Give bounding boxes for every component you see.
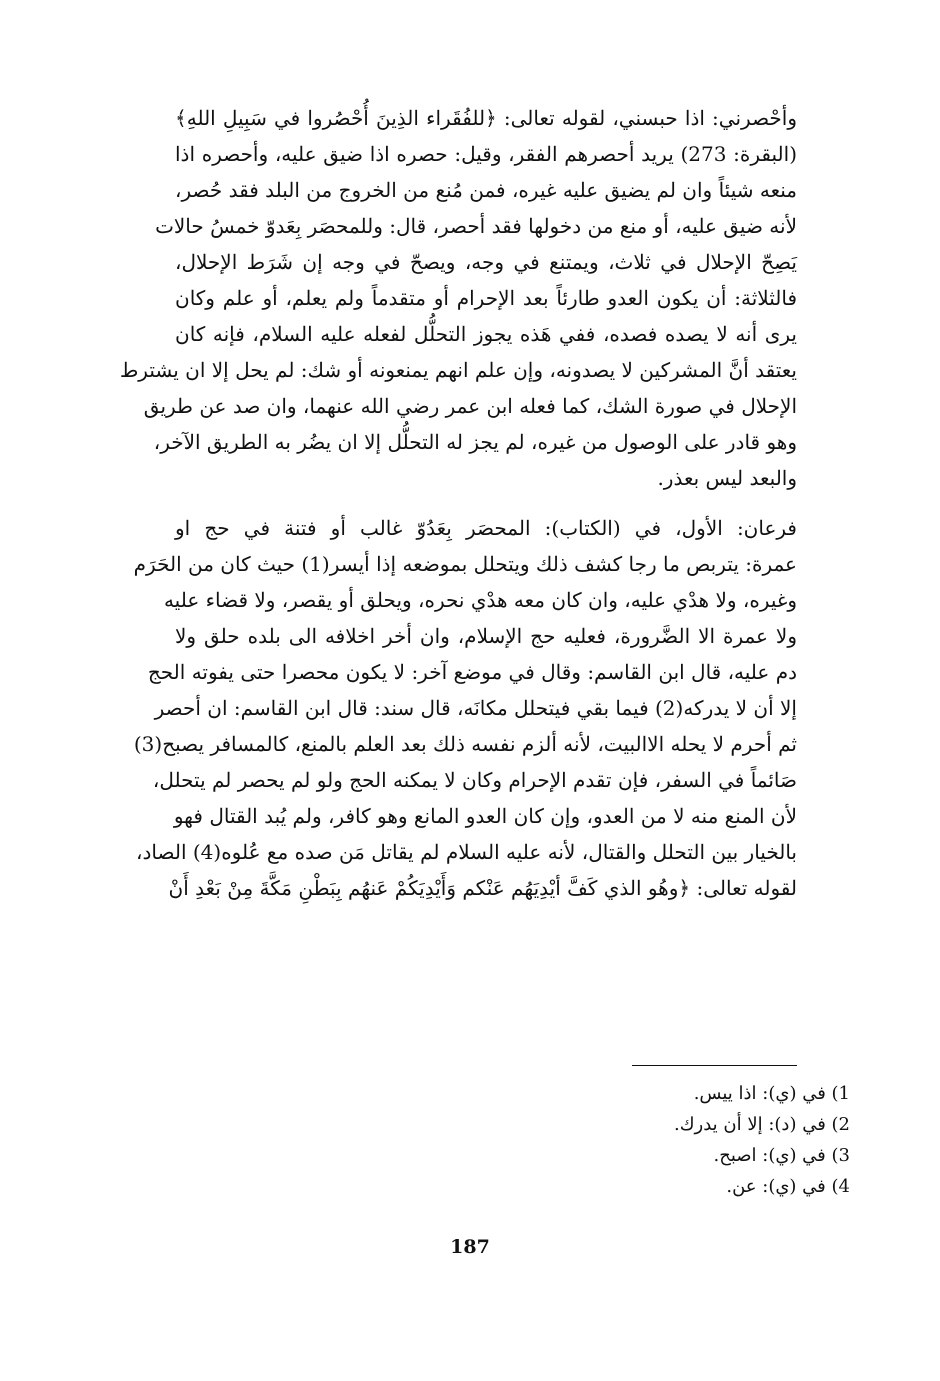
text-line: فرعان: الأول، في (الكتاب): المحصَر بِعَدُوّ غالب أو فتنة في حج او — [175, 516, 797, 540]
text-line: عمرة: يتربص ما رجا كشف ذلك ويتحلل بموضعه إذا أيسر(1) حيث كان من الحَرَم — [133, 552, 797, 576]
text-line: يرى أنه لا يصده فصده، ففي هَذه يجوز التحلُّل لفعله عليه السلام، فإنه كان — [175, 322, 797, 346]
text-line: ثم أحرم لا يحله الاالبيت، لأنه ألزم نفسه ذلك بعد العلم بالمنع، كالمسافر يصبح(3) — [133, 732, 797, 756]
text-line: والبعد ليس بعذر. — [657, 466, 797, 490]
footnote: 2) في (د): إلا أن يدرك. — [673, 1114, 850, 1135]
text-line: لقوله تعالى: ﴿وهُو الذي كَفَّ أيْدِيَهُم عَنْكم وَأَيْدِيَكُمْ عَنهُم بِبَطْنِ مَكَّةَ مِنْ بَعْدِ أَنْ — [168, 876, 797, 900]
text-line: بالخيار بين التحلل والقتال، لأنه عليه السلام لم يقاتل مَن صده مع عُلوه(4) الصاد، — [136, 840, 797, 864]
text-line: يعتقد أنَّ المشركين لا يصدونه، وإن علم انهم يمنعونه أو شك: لم يحل إلا ان يشترط — [119, 358, 797, 382]
footnote: 1) في (ي): اذا ييس. — [693, 1083, 850, 1104]
footnote: 3) في (ي): اصبح. — [713, 1145, 850, 1166]
text-line: ولا عمرة الا الضَّرورة، فعليه حج الإسلام، وان أخر اخلافه الى بلده حلق ولا — [175, 624, 797, 648]
page-number: 187 — [450, 1236, 490, 1258]
text-line: يَصِحّ الإحلال في ثلاث، ويمتنع في وجه، ويصحّ في وجه إن شَرَط الإحلال، — [175, 250, 797, 274]
footnotes — [560, 1078, 850, 1202]
text-line: إلا أن لا يدركه(2) فيما بقي فيتحلل مكانَه، قال سند: قال ابن القاسم: ان أحصر — [154, 696, 797, 720]
text-line: منعه شيئاً وان لم يضيق عليه غيره، فمن مُنع من الخروج من البلد فقد حُصر، — [175, 178, 797, 202]
text-line: وغيره، ولا هدْي عليه، وان كان معه هدْي نحره، ويحلق أو يقصر، ولا قضاء عليه — [163, 588, 797, 612]
text-line: فالثلاثة: أن يكون العدو طارئاً بعد الإحرام أو متقدماً ولم يعلم، أو علم وكان — [175, 286, 797, 310]
paragraph — [133, 510, 797, 906]
text-line: وأحْصرني: اذا حبسني، لقوله تعالى: ﴿للفُقَراء الذِينَ أُحْصُروا في سَبِيلِ اللهِ﴾ — [175, 106, 797, 130]
footnote-divider — [632, 1065, 797, 1066]
text-line: الإحلال في صورة الشك، كما فعله ابن عمر رضي الله عنهما، وان صد عن طريق — [143, 394, 797, 418]
paragraph-gap — [175, 496, 797, 510]
text-line: وهو قادر على الوصول من غيره، لم يجز له التحلُّل إلا ان يضُر به الطريق الآخر، — [153, 430, 797, 454]
text-line: لأن المنع منه لا من العدو، وإن كان العدو المانع وهو كافر، ولم يُبد القتال فهو — [173, 804, 797, 828]
paragraph — [119, 100, 798, 496]
main-text — [119, 100, 798, 906]
text-line: (البقرة: 273) يريد أحصرهم الفقر، وقيل: حصره اذا ضيق عليه، وأحصره اذا — [175, 142, 798, 166]
text-line: صَائماً في السفر، فإن تقدم الإحرام وكان لا يمكنه الحج ولو لم يحصر لم يتحلل، — [152, 768, 797, 792]
text-line: لأنه ضيق عليه، أو منع من دخولها فقد أحصر، قال: وللمحصَر بِعَدوّ خمسُ حالات — [155, 214, 797, 238]
text-line: دم عليه، قال ابن القاسم: وقال في موضع آخر: لا يكون محصرا حتى يفوته الحج — [147, 660, 797, 684]
footnote: 4) في (ي): عن. — [726, 1176, 850, 1197]
